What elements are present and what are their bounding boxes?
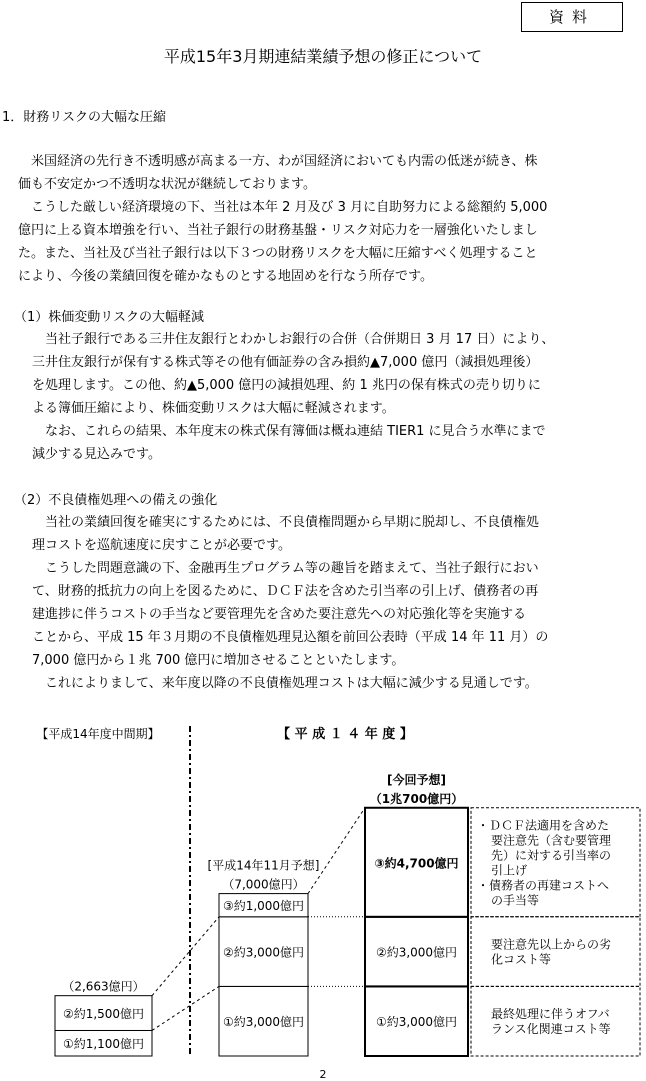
note-text: 要注意先以上からの劣 (491, 937, 612, 952)
note-text: ・ＤＣＦ法適用を含めた (477, 818, 610, 833)
bar-header-label: [今回予想] (387, 772, 446, 787)
document-label-box: 資料 (521, 2, 623, 32)
note-text: 最終処理に伴うオフバ (491, 1007, 610, 1022)
segment-label: ②約3,000億円 (222, 945, 305, 960)
note-text: 要注意先（含む要管理 (491, 833, 612, 848)
connector-line (152, 986, 219, 1030)
subsection-heading: （2）不良債権処理への備えの強化 (14, 493, 218, 508)
segment-label: ③約4,700億円 (374, 856, 459, 871)
segment-label: ②約1,500億円 (62, 1007, 145, 1022)
text-line: を処理します。この他、約▲5,000 億円の減損処理、約 1 兆円の保有株式の売り切りに (32, 378, 541, 393)
text-line: て、財務的抵抗力の向上を図るために、ＤＣＦ法を含めた引当率の引上げ、債務者の再 (32, 584, 539, 599)
text-line: 当社子銀行である三井住友銀行とわかしお銀行の合併（合併期日 3 月 17 日）により、 (32, 332, 555, 347)
segment-label: ①約3,000億円 (222, 1015, 305, 1030)
segment-label: ①約3,000億円 (375, 1015, 458, 1030)
document-title: 平成15年3月期連結業績予想の修正について (163, 47, 483, 66)
text-line: 億円に上る資本増強を行い、当社子銀行の財務基盤・リスク対応力を一層強化いたしまし (18, 223, 538, 238)
note-text: の手当等 (491, 893, 540, 908)
segment-label: ②約3,000億円 (375, 945, 458, 960)
intro-paragraph (18, 150, 547, 288)
text-line: 理コストを巡航速度に戻すことが必要です。 (32, 538, 291, 553)
text-line: こうした厳しい経済環境の下、当社は本年 2 月及び 3 月に自助努力による総額約 5,000 (18, 200, 548, 215)
text-line: これによりまして、来年度以降の不良債権処理コストは大幅に減少する見通しです。 (32, 676, 538, 691)
page-number: 2 (319, 1068, 327, 1081)
group-header-fy14: 【 平 成 １ ４ 年 度 】 (277, 727, 413, 742)
text-line: 三井住友銀行が保有する株式等その他有価証券の含み損約▲7,000 億円（減損処理後） (32, 355, 539, 370)
segment-label: ①約1,100億円 (62, 1037, 145, 1052)
bar-total-label: （1兆700億円） (369, 791, 464, 806)
connector-line (308, 808, 365, 894)
text-line: 建進捗に伴うコストの手当など要管理先を含めた要注意先への対応強化等を実施する (32, 607, 527, 622)
text-line: なお、これらの結果、本年度末の株式保有簿価は概ね連結 TIER1 に見合う水準にまで (32, 424, 546, 439)
note-text: ランス化関連コスト等 (491, 1022, 611, 1037)
note-text: 引上げ (491, 863, 528, 878)
text-line: 減少する見込みです。 (32, 447, 161, 462)
section-heading: 1．財務リスクの大幅な圧縮 (2, 110, 167, 125)
text-line: 米国経済の先行き不透明感が高まる一方、わが国経済においても内需の低迷が続き、株 (18, 154, 538, 169)
text-line: 当社の業績回復を確実にするためには、不良債権問題から早期に脱却し、不良債権処 (32, 515, 540, 530)
text-line: こうした問題意識の下、金融再生プログラム等の趣旨を踏まえて、当社子銀行におい (32, 561, 539, 576)
segment-label: ③約1,000億円 (222, 899, 305, 914)
subsection-paragraph (32, 328, 554, 466)
text-line: よる簿価圧縮により、株価変動リスクは大幅に軽減されます。 (32, 401, 395, 416)
text-line: により、今後の業績回復を確かなものとする地固めを行なう所存です。 (18, 269, 433, 284)
bar-total-label: （2,663億円） (62, 979, 145, 994)
group-header-midterm: 【平成14年度中間期】 (36, 727, 160, 741)
note-text: 化コスト等 (491, 952, 552, 967)
credit-cost-chart (0, 718, 646, 1058)
note-text: ・債務者の再建コストへ (477, 878, 610, 893)
text-line: 7,000 億円から１兆 700 億円に増加させることといたします。 (32, 653, 405, 668)
subsection-heading: （1）株価変動リスクの大幅軽減 (14, 310, 205, 325)
text-line: た。また、当社及び当社子銀行は以下３つの財務リスクを大幅に圧縮すべく処理すること (18, 246, 538, 261)
connector-line (152, 917, 219, 996)
note-text: 先）に対する引当率の (491, 848, 612, 863)
text-line: ことから、平成 15 年３月期の不良債権処理見込額を前回公表時（平成 14 年 11 月）の (32, 630, 549, 645)
subsection-paragraph (32, 511, 548, 695)
text-line: 価も不安定かつ不透明な状況が継続しております。 (18, 177, 316, 192)
bar-header-label: [平成14年11月予想] (207, 858, 320, 873)
bar-total-label: （7,000億円） (222, 877, 305, 892)
